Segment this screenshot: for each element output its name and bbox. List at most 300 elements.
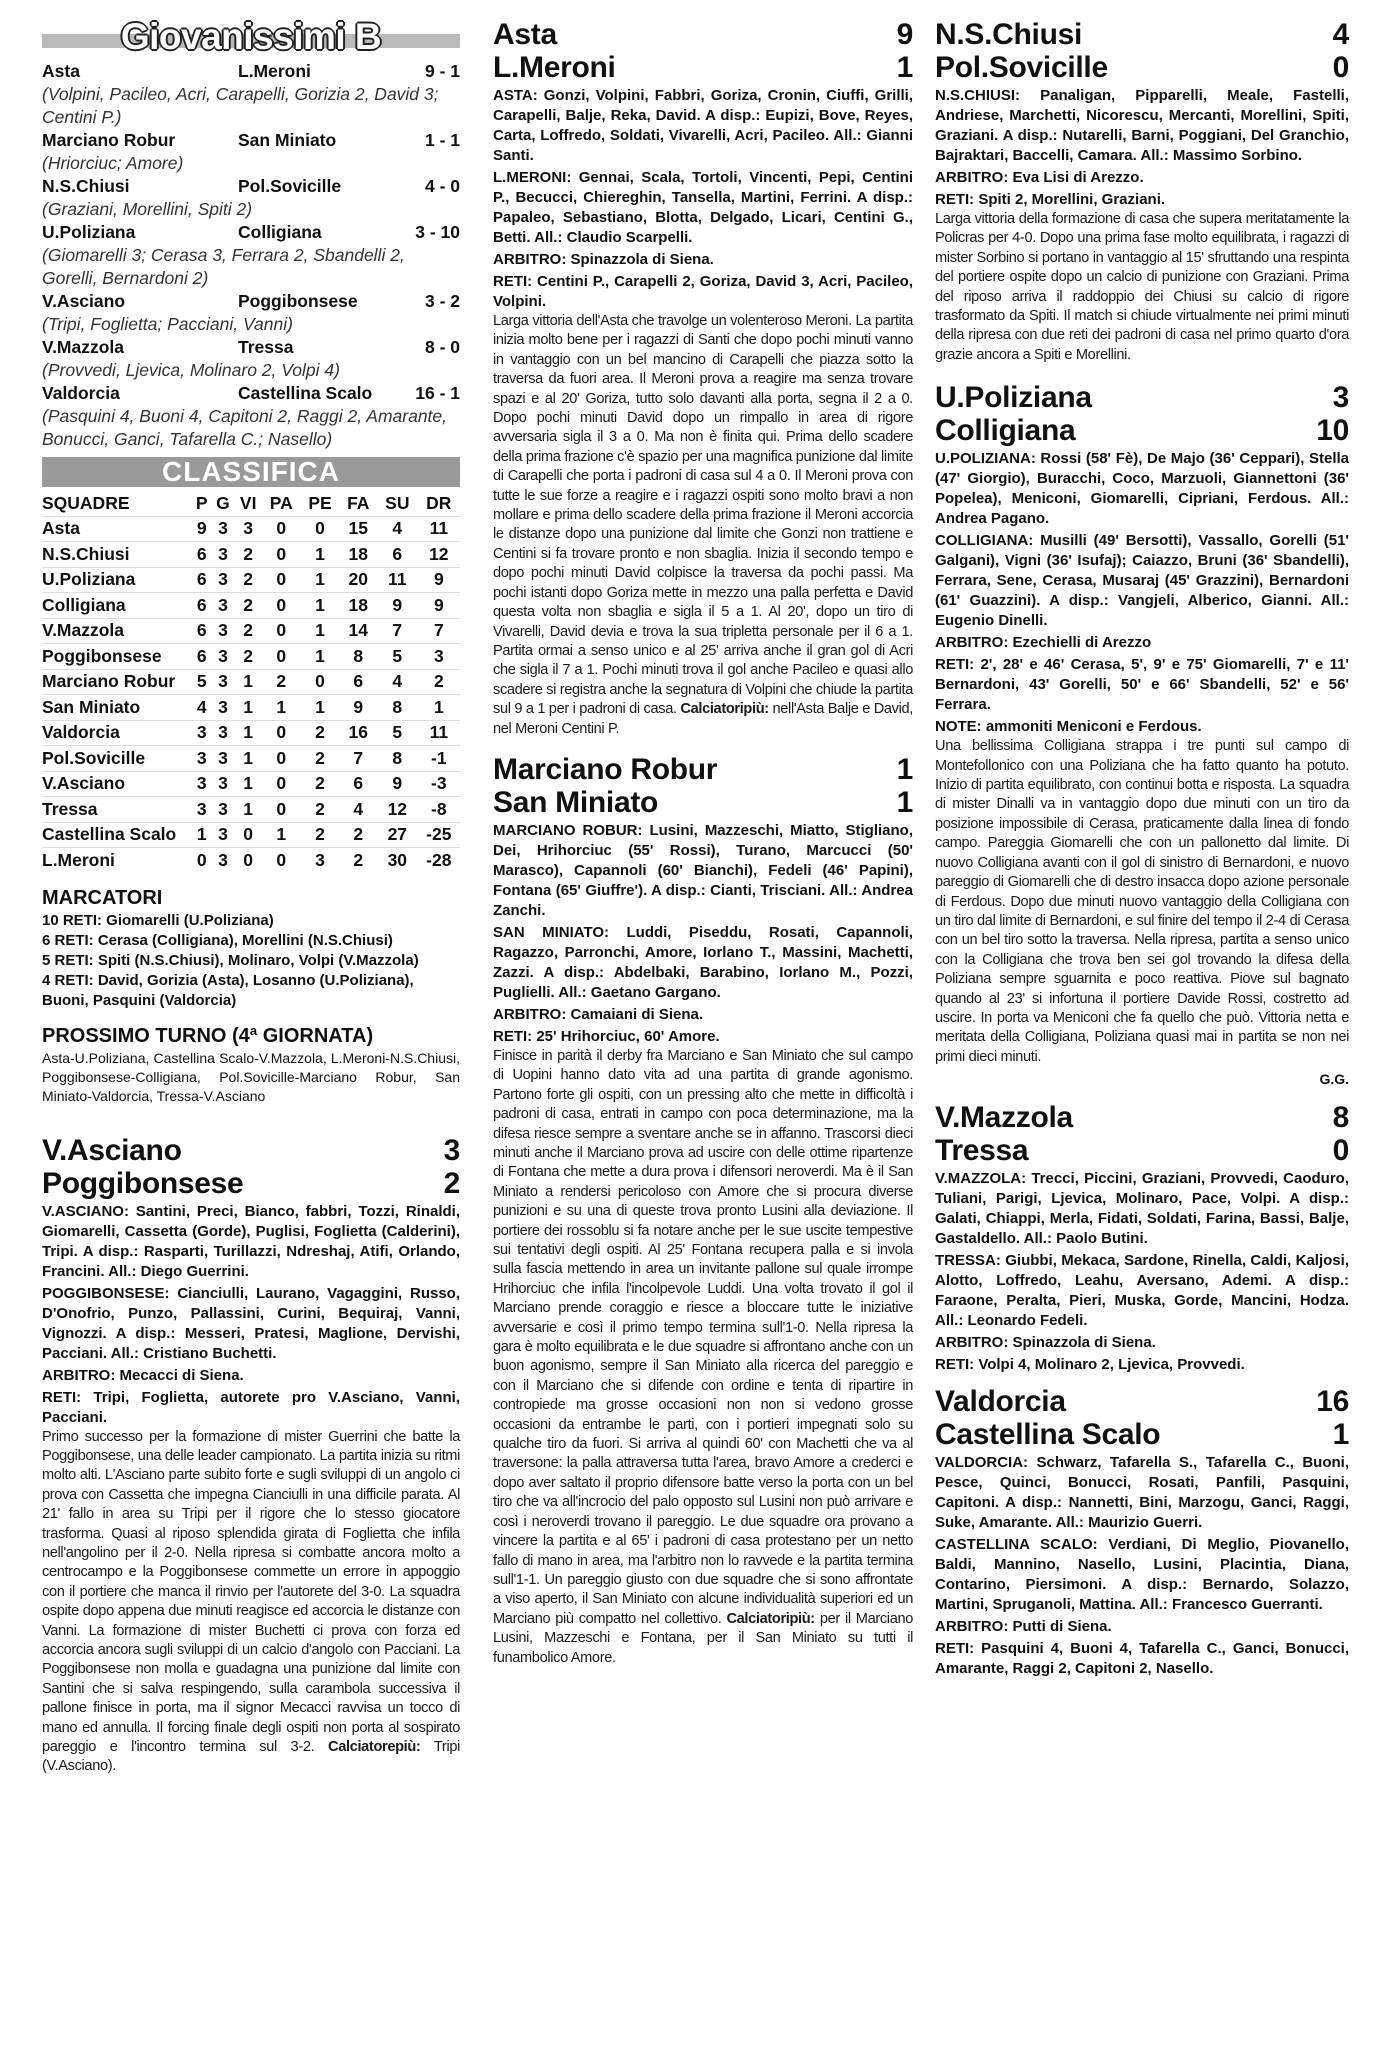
standings-cell: 3 xyxy=(218,696,228,717)
home-team: U.Poliziana xyxy=(935,381,1092,415)
match-home-line xyxy=(493,753,913,786)
best-player-text: nell'Asta Balje e David, nel Meroni Centini P. xyxy=(493,701,913,737)
standings-cell: 6 xyxy=(196,569,207,590)
standings-cell: 3 xyxy=(218,645,228,666)
match-away-line xyxy=(935,51,1349,84)
team-name: Pol.Sovicille xyxy=(42,747,146,768)
standings-cell: 0 xyxy=(276,518,287,539)
away-team: Poggibonsese xyxy=(238,291,358,311)
standings-cell: 15 xyxy=(348,518,368,539)
standings-cell: 3 xyxy=(218,671,228,692)
standings-cell: 11 xyxy=(429,722,449,743)
standings-cell: 6 xyxy=(392,543,403,564)
standings-cell: 1 xyxy=(276,696,287,717)
prossimo-title: PROSSIMO TURNO (4ª GIORNATA) xyxy=(42,1024,374,1047)
standings-col-header: PA xyxy=(269,492,293,513)
standings-cell: 3 xyxy=(218,849,228,870)
standings-cell: 6 xyxy=(196,620,207,641)
standings-row xyxy=(42,618,460,644)
best-player-label: Calciatoripiù: xyxy=(680,701,769,718)
standings-cell: 1 xyxy=(315,696,325,717)
match-report: Larga vittoria della formazione di casa che supera meritatamente la Policras per 4-0. Dopo una prima fase molto equilibrata, i ragazzi di mister Sorbino si portano in vantaggio al 15' sfruttando una respinta del portiere ospite dopo un calcio di punizione con Graziani. Prima del riposo arriva il raddoppio dei Chiusi su calcio di rigore trasformato da Spiti. Il match si chiude virtualmente nei primi minuti della ripresa con due reti dei padroni di casa nel primo quarto d'ora grazie ancora a Spiti e Morellini. xyxy=(935,211,1349,363)
standings-cell: 4 xyxy=(353,798,364,819)
lineup-away: TRESSA: Giubbi, Mekaca, Sardone, Rinella, Caldi, Kaljosi, Alotto, Loffredo, Leahu, Aversano, Ademi. A disp.: Faraone, Peralta, Pieri, Muska, Gorde, Mancini, Hodza. All.: Leonardo Fedeli. xyxy=(935,1252,1349,1330)
match-away-line xyxy=(42,1167,460,1200)
standings-cell: 3 xyxy=(218,747,228,768)
match-report xyxy=(493,1047,913,1668)
match-asta xyxy=(493,18,913,739)
standings-col-header: G xyxy=(216,492,230,513)
home-team: U.Poliziana xyxy=(42,222,136,242)
standings-cell: 3 xyxy=(218,798,228,819)
standings-cell: 3 xyxy=(218,543,228,564)
standings-cell: 4 xyxy=(196,696,207,717)
standings-cell: -1 xyxy=(431,747,447,768)
standings-cell: 7 xyxy=(392,620,403,641)
standings-header xyxy=(42,491,460,516)
standings-cell: 9 xyxy=(433,594,444,615)
standings-cell: 11 xyxy=(388,569,407,590)
standings-cell: 1 xyxy=(243,671,254,692)
team-name: Marciano Robur xyxy=(42,671,176,692)
match-report xyxy=(42,1428,460,1777)
standings-cell: 1 xyxy=(243,722,254,743)
standings-cell: 6 xyxy=(196,645,207,666)
away-team: Poggibonsese xyxy=(42,1166,244,1200)
away-team: Pol.Sovicille xyxy=(935,51,1108,84)
result-scorers: (Provvedi, Ljevica, Molinaro 2, Volpi 4) xyxy=(42,360,340,380)
best-player-text: per il Marciano Lusini, Mazzeschi e Fontana, per il San Miniato su tutti il funambolico Amore. xyxy=(493,1610,913,1666)
middle-column xyxy=(493,18,913,1678)
goals: RETI: Tripi, Foglietta, autorete pro V.Asciano, Vanni, Pacciani. xyxy=(42,1388,460,1426)
team-name: N.S.Chiusi xyxy=(42,543,130,564)
standings-cell: 0 xyxy=(276,798,287,819)
match-away-line xyxy=(493,51,913,84)
match-home-line xyxy=(42,1134,460,1167)
standings-cell: 0 xyxy=(276,543,287,564)
standings-cell: 0 xyxy=(276,569,287,590)
best-player-label: Calciatoripiù: xyxy=(726,1610,815,1627)
standings-cell: 2 xyxy=(276,671,287,692)
referee: ARBITRO: Camaiani di Siena. xyxy=(493,1005,704,1023)
home-team: V.Mazzola xyxy=(935,1101,1073,1135)
home-score: 16 xyxy=(1316,1385,1349,1419)
team-name: Valdorcia xyxy=(42,722,120,743)
section-banner xyxy=(42,16,460,57)
standings-row xyxy=(42,746,460,772)
goals: RETI: Volpi 4, Molinaro 2, Ljevica, Provvedi. xyxy=(935,1356,1245,1374)
lineup-home: VALDORCIA: Schwarz, Tafarella S., Tafarella C., Buoni, Pesce, Quinci, Bonucci, Rosati, Panfili, Pasquini, Capitoni. A disp.: Nannetti, Bini, Marzogu, Ganci, Raggi, Suke, Amarante. All.: Maurizio Guerri. xyxy=(935,1454,1349,1532)
referee: ARBITRO: Ezechielli di Arezzo xyxy=(935,634,1152,652)
home-score: 4 xyxy=(1332,18,1349,51)
standings-cell: 3 xyxy=(433,645,444,666)
lineup-away: CASTELLINA SCALO: Verdiani, Di Meglio, Piovanello, Baldi, Mannino, Nasello, Lusini, Placintia, Diana, Contarino, Piersimoni. A disp.: Bernardo, Solazzo, Martini, Spruganoli, Mattina. All.: Francesco Guerranti. xyxy=(935,1536,1349,1614)
home-score: 1 xyxy=(896,752,913,786)
result-row xyxy=(42,221,460,244)
standings-cell: 1 xyxy=(433,696,444,717)
home-score: 9 xyxy=(896,18,913,51)
match-away-line xyxy=(493,786,913,819)
standings-cell: 2 xyxy=(315,824,325,845)
standings-col-header: PE xyxy=(308,492,332,513)
away-score: 10 xyxy=(1316,414,1349,448)
standings-cell: 3 xyxy=(243,518,254,539)
away-team: San Miniato xyxy=(493,785,659,819)
standings-cell: 1 xyxy=(196,824,207,845)
result-item xyxy=(42,290,460,336)
standings-row xyxy=(42,797,460,823)
standings-row xyxy=(42,516,460,542)
standings-cell: 9 xyxy=(353,696,364,717)
lineup-home: V.ASCIANO: Santini, Preci, Bianco, fabbri, Tozzi, Rinaldi, Giomarelli, Cassetta (Gorde), Puglisi, Foglietta (Calderini), Tripi. A disp.: Rasparti, Turillazzi, Ndreshaj, Atifi, Orlando, Francini. All.: Diego Guerrini. xyxy=(42,1202,460,1280)
standings-cell: 18 xyxy=(348,594,368,615)
result-item xyxy=(42,129,460,175)
result-score: 8 - 0 xyxy=(424,337,460,357)
standings-row xyxy=(42,720,460,746)
standings-cell: 2 xyxy=(433,671,444,692)
away-team: Castellina Scalo xyxy=(935,1418,1161,1452)
match-home-line xyxy=(935,1385,1349,1418)
standings-cell: 11 xyxy=(429,518,449,539)
standings-row xyxy=(42,567,460,593)
match-home-line xyxy=(935,381,1349,414)
standings-cell: 9 xyxy=(433,569,444,590)
result-item xyxy=(42,60,460,129)
result-item xyxy=(42,382,460,451)
standings-cell: 9 xyxy=(392,594,403,615)
standings-cell: 5 xyxy=(392,645,403,666)
home-team: N.S.Chiusi xyxy=(42,176,130,196)
standings-cell: 2 xyxy=(315,798,325,819)
classifica-title: CLASSIFICA xyxy=(162,456,340,487)
standings-cell: 3 xyxy=(218,569,228,590)
match-marciano xyxy=(493,753,913,1668)
result-row xyxy=(42,129,460,152)
lineup-away: COLLIGIANA: Musilli (49' Bersotti), Vassallo, Gorelli (51' Galgani), Vigni (36' Isufaj); Caiazzo, Bruni (36' Sbandelli), Ferrara, Sene, Cerasa, Musaraj (45' Grazzini), Bernardoni (61' Guazzini). A disp.: Vangjeli, Alberico, Gianni. All.: Eugenio Dinelli. xyxy=(935,532,1349,630)
standings-body xyxy=(42,516,460,873)
home-score: 3 xyxy=(1332,381,1349,415)
team-name: V.Asciano xyxy=(42,773,126,794)
referee: ARBITRO: Putti di Siena. xyxy=(935,1618,1112,1636)
standings-cell: 2 xyxy=(315,722,325,743)
page-title: Giovanissimi B xyxy=(120,16,382,57)
standings-cell: 3 xyxy=(196,773,207,794)
goals: RETI: 2', 28' e 46' Cerasa, 5', 9' e 75' Giomarelli, 7' e 11' Bernardoni, 43' Gorelli, 50' e 66' Sbandelli, 52' e 56' Ferrara. xyxy=(935,656,1349,714)
standings-row xyxy=(42,822,460,848)
away-score: 0 xyxy=(1332,51,1349,84)
prossimo-text: Asta-U.Poliziana, Castellina Scalo-V.Mazzola, L.Meroni-N.S.Chiusi, Poggibonsese-Colligiana, Pol.Sovicille-Marciano Robur, San Miniato-Valdorcia, Tressa-V.Asciano xyxy=(42,1049,460,1104)
standings-cell: 0 xyxy=(276,849,287,870)
standings-cell: 1 xyxy=(243,747,254,768)
report-text: Finisce in parità il derby fra Marciano e San Miniato che sul campo di Uopini hanno dato vita ad una partita di grande agonismo. Partono forte gli ospiti, con un pressing alto che mette in difficoltà i padroni di casa, entrati in campo con poca determinazione, ma la difesa riesce sempre a sventare anche se in affanno. Trascorsi dieci minuti anche il Marciano prova ad uscire con delle ottime ripartenze di Fontana che mette a dura prova i difensori neroverdi. Ma è il San Miniato a rendersi pericoloso con Amore che si procura diverse punizioni e su una di queste trova pronto Lusini alla deviazione. Il portiere dei rossoblu si fa notare anche per le sue uscite tempestive sui tentativi degli ospiti. Al 25' Fontana recupera palla e si invola sulla fascia mettendo in area un invitante pallone sul quale irrompe Hrihorciuc che infila l'incolpevole Luddi. Una volta trovato il gol il Marciano prende coraggio e riesce a bloccare tutte le iniziative avversarie e così il primo tempo termina sull'1-0. Nella ripresa la gara è molto equilibrata e le due squadre si affrontano anche con un buon agonismo, sempre il San Miniato alla ricerca del pareggio e con il Marciano che si difende con ordine e tenta di ripartire in contropiede ma grosse occasioni non non si vedono grosse occasioni da entrambe le parti, con i portieri impegnati solo su qualche tiro da fuori. Si arriva al quindi 60' con Machetti che va al traversone: la palla attraversa tutta l'area, bravo Amore a crederci e dopo aver saltato il proprio difensore batte verso la porta con un bel tiro che va all'incrocio del palo opposto sul Lusini non può arrivare e così i neroverdi trovano il pareggio. Le due squadre ora provano a vincere la partita e al 65' i padroni di casa protestano per un netto fallo di mano in area, ma l'arbitro non lo ravvede e la partita termina sull'1-1. Un pareggio giusto con due squadre che si sono affrontate a viso aperto, il San Miniato con alcune individualità superiori ed un Marciano più compatto nel collettivo. xyxy=(493,1047,913,1627)
standings-cell: 2 xyxy=(243,594,254,615)
team-name: Asta xyxy=(42,518,80,539)
referee: ARBITRO: Spinazzola di Siena. xyxy=(935,1334,1156,1352)
result-score: 4 - 0 xyxy=(424,176,460,196)
home-team: Asta xyxy=(42,61,80,81)
standings-cell: 0 xyxy=(276,722,287,743)
referee: ARBITRO: Spinazzola di Siena. xyxy=(493,251,714,268)
standings-cell: 0 xyxy=(196,849,207,870)
result-item xyxy=(42,221,460,290)
standings-cell: 3 xyxy=(218,773,228,794)
standings-cell: 0 xyxy=(243,849,254,870)
scorer-line: 10 RETI: Giomarelli (U.Poliziana) xyxy=(42,911,274,929)
team-name: San Miniato xyxy=(42,696,141,717)
standings-col-header: FA xyxy=(347,492,370,513)
away-team: Pol.Sovicille xyxy=(238,176,342,196)
standings-cell: 0 xyxy=(276,773,287,794)
away-team: Colligiana xyxy=(238,222,322,242)
team-name: U.Poliziana xyxy=(42,569,136,590)
away-score: 1 xyxy=(896,51,913,84)
standings-cell: 3 xyxy=(218,594,228,615)
result-item xyxy=(42,175,460,221)
home-score: 8 xyxy=(1332,1101,1349,1135)
result-scorers: (Graziani, Morellini, Spiti 2) xyxy=(42,199,253,219)
standings-cell: 4 xyxy=(392,671,403,692)
standings-cell: 1 xyxy=(315,569,325,590)
home-score: 3 xyxy=(443,1133,460,1167)
match-home-line xyxy=(493,18,913,51)
lineup-home: U.POLIZIANA: Rossi (58' Fè), De Majo (36' Ceppari), Stella (47' Giorgio), Buracchi, Coco, Marzuoli, Giannettoni (36' Popelea), Meniconi, Giomarelli, Cipriani, Ferdous. All.: Andrea Pagano. xyxy=(935,450,1349,528)
result-scorers: (Pasquini 4, Buoni 4, Capitoni 2, Raggi 2, Amarante, Bonucci, Ganci, Tafarella C.; Nasello) xyxy=(42,406,448,449)
away-team: L.Meroni xyxy=(493,51,616,84)
team-name: V.Mazzola xyxy=(42,620,125,641)
standings-cell: 14 xyxy=(348,620,368,641)
lineup-away: SAN MINIATO: Luddi, Piseddu, Rosati, Capannoli, Ragazzo, Parronchi, Amore, Iorlano T., Massini, Machetti, Zazzi. A disp.: Abdelbaki, Barabino, Iorlano M., Pozzi, Puglielli. All.: Gaetano Gargano. xyxy=(493,923,913,1001)
away-team: L.Meroni xyxy=(238,61,311,81)
standings-cell: 6 xyxy=(353,773,364,794)
result-scorers: (Tripi, Foglietta; Pacciani, Vanni) xyxy=(42,314,293,334)
standings-cell: 2 xyxy=(243,569,254,590)
report-text: Larga vittoria dell'Asta che travolge un volenteroso Meroni. La partita inizia molto bene per i ragazzi di Santi che dopo pochi minuti vanno in vantaggio con un bel mancino di Carapelli che piazza sotto la traversa da fuori area. Il Meroni prova a reagire ma senza trovare spazi e al 20' Goriza, tutto solo davanti alla porta, segna il 2 a 0. Dopo pochi minuti David dopo un rimpallo in area di rigore avversaria sigla il 3 a 0. Ma non è finita qui. Prima dello scadere della prima frazione c'è spazio per una magnifica punizione dal limite di Carapelli che porta i padroni di casa sul 4 a 0. Il Meroni prova con tutte le sue forze a reagire e i ragazzi ospiti sono molto bravi a non mollare e prima dello scadere della prima frazione il Meroni accorcia le distanze dopo una punizione dal limite che Gonzi non trattiene e Centini si fa trovare pronto e non sbaglia. Inizia il secondo tempo e dopo pochi minuti David colpisce la traversa da pochi passi. Ma pochi istanti dopo Goriza mette in mezzo una palla perfetta e David questa volta non sbaglia e sigla il 5 a 1. Al 20', dopo un tiro di Vivarelli, David devia e trova la sua tripletta personale per il 6 a 1. Partita ormai a senso unico e al 25' arriva anche il gran gol di Acri che sigla il 7 a 1. Pochi minuti trova il gol anche Pacileo e quasi allo scadere si registra anche la segnatura di Volpini che chiude la partita sul 9 a 1 per i padroni di casa. xyxy=(493,313,913,718)
marcatori-list xyxy=(42,911,460,1011)
standings-cell: -25 xyxy=(426,824,452,845)
home-team: Marciano Robur xyxy=(42,130,176,150)
lineup-home: MARCIANO ROBUR: Lusini, Mazzeschi, Miatto, Stigliano, Dei, Hrihorciuc (55' Rossi), Turano, Marcucci (50' Marasco), Capannoli (60' Bianchi), Fedeli (46' Papini), Fontana (65' Giuffre'). A disp.: Cianti, Trisciani. All.: Andrea Zanchi. xyxy=(493,821,913,919)
match-home-line xyxy=(935,1101,1349,1134)
home-team: Valdorcia xyxy=(935,1385,1066,1419)
home-team: V.Asciano xyxy=(42,291,126,311)
standings-cell: 1 xyxy=(315,645,325,666)
standings-cell: 20 xyxy=(348,569,368,590)
standings-row xyxy=(42,695,460,721)
standings-cell: 3 xyxy=(315,849,325,870)
away-score: 1 xyxy=(1332,1418,1349,1452)
standings-cell: 2 xyxy=(243,543,254,564)
standings-cell: 2 xyxy=(243,620,254,641)
match-report xyxy=(493,312,913,739)
standings-col-header: P xyxy=(195,492,208,513)
match-asciano xyxy=(42,1134,460,1777)
standings-cell: 0 xyxy=(276,645,287,666)
standings-cell: 1 xyxy=(243,798,254,819)
away-team: Colligiana xyxy=(935,414,1076,448)
standings-cell: 0 xyxy=(276,747,287,768)
result-row xyxy=(42,382,460,405)
classifica-banner xyxy=(42,457,460,487)
match-chiusi xyxy=(935,18,1349,365)
standings-table xyxy=(42,491,460,873)
match-report: Una bellissima Colligiana strappa i tre punti sul campo di Montefollonico con una Poliziana che ha fatto quanto ha potuto. Inizio di partita equilibrato, con continui botta e risposta. La squadra di mister Dinalli va in vantaggio dopo due minuti con un tiro da posizione impossibile di Cerasa, praticamente dalla linea di fondo campo. Pareggia Giomarelli che con un pallonetto dal limite. Di nuovo Colligiana avanti con il gol di sinistro di Bernardoni, e nuovo pareggio di Giomarelli che di destro insacca dopo azione personale di Ferdous. Dopo due minuti nuovo vantaggio della Colligiana con un tiro dal limite di Bernardoni, e sul finire del tempo il 2-4 di Cerasa con un bel tiro sotto la traversa. Nella ripresa, partita a senso unico con la Colligiana che trova ben sei gol trovando la difesa della Poliziana sempre sguarnita e poco reattiva. Piove sul bagnato quando al 23' si infortuna il portiere Davide Rossi, costretto ad uscire. In porta va Meniconi che fa quello che può. Vittoria netta e meritata della Colligiana, Poliziana quasi mai in partita se non nei primi dieci minuti. xyxy=(935,738,1349,1065)
standings-cell: 2 xyxy=(315,747,325,768)
standings-col-header: SQUADRE xyxy=(42,492,130,513)
standings-cell: 3 xyxy=(218,518,228,539)
away-score: 0 xyxy=(1332,1134,1349,1168)
standings-cell: 6 xyxy=(196,543,207,564)
match-valdorcia xyxy=(935,1385,1349,1679)
standings-cell: 3 xyxy=(196,747,207,768)
standings-row xyxy=(42,593,460,619)
standings-cell: -3 xyxy=(431,773,447,794)
home-team: V.Mazzola xyxy=(42,337,125,357)
standings-row xyxy=(42,848,460,873)
standings-cell: 7 xyxy=(433,620,444,641)
standings-row xyxy=(42,644,460,670)
standings-cell: 2 xyxy=(315,773,325,794)
standings-cell: 12 xyxy=(429,543,449,564)
result-row xyxy=(42,175,460,198)
standings-cell: 1 xyxy=(315,543,325,564)
standings-col-header: VI xyxy=(239,492,257,513)
standings-cell: 1 xyxy=(276,824,287,845)
goals: RETI: Spiti 2, Morellini, Graziani. xyxy=(935,191,1166,208)
result-scorers: (Giomarelli 3; Cerasa 3, Ferrara 2, Sbandelli 2, Gorelli, Bernardoni 2) xyxy=(42,245,405,288)
home-team: V.Asciano xyxy=(42,1133,182,1167)
home-team: Valdorcia xyxy=(42,383,120,403)
standings-cell: 16 xyxy=(348,722,368,743)
away-team: Tressa xyxy=(935,1134,1029,1168)
standings-cell: 2 xyxy=(353,849,364,870)
standings-cell: 9 xyxy=(392,773,403,794)
standings-cell: 5 xyxy=(196,671,207,692)
result-row xyxy=(42,60,460,83)
referee: ARBITRO: Eva Lisi di Arezzo. xyxy=(935,169,1144,186)
team-name: Poggibonsese xyxy=(42,645,162,666)
match-mazzola xyxy=(935,1101,1349,1375)
standings-cell: 3 xyxy=(218,824,228,845)
standings-col-header: DR xyxy=(426,492,452,513)
standings-cell: 3 xyxy=(196,722,207,743)
standings-cell: -8 xyxy=(431,798,447,819)
standings-cell: 0 xyxy=(315,518,325,539)
result-score: 1 - 1 xyxy=(424,130,460,150)
standings-cell: 30 xyxy=(387,849,408,870)
standings-cell: 3 xyxy=(218,722,228,743)
team-name: L.Meroni xyxy=(42,849,115,870)
marcatori-title: MARCATORI xyxy=(42,886,163,909)
result-row xyxy=(42,290,460,313)
goals: RETI: 25' Hrihorciuc, 60' Amore. xyxy=(493,1027,720,1045)
match-home-line xyxy=(935,18,1349,51)
results-list xyxy=(42,60,460,451)
match-away-line xyxy=(935,414,1349,447)
goals: RETI: Pasquini 4, Buoni 4, Tafarella C., Ganci, Bonucci, Amarante, Raggi 2, Capitoni 2, Nasello. xyxy=(935,1640,1349,1678)
result-score: 3 - 10 xyxy=(415,222,460,242)
standings-row xyxy=(42,771,460,797)
result-scorers: (Volpini, Pacileo, Acri, Carapelli, Gorizia 2, David 3; Centini P.) xyxy=(42,84,439,127)
report-text: Primo successo per la formazione di mister Guerrini che batte la Poggibonsese, una delle leader campionato. La partita inizia su ritmi molto alti. L'Asciano parte subito forte e sugli sviluppi di un angolo ci prova con Cassetta che impegna Cianciulli in una difficile parata. Al 21' fallo in area su Tripi per il rigore che lo stesso giocatore trasforma. Quasi al riposo splendida girata di Foglietta che infila nell'angolino per il 2-0. Nella ripresa si combatte ancora molto a centrocampo e la Poggibonsese commette un errore in appoggio con il portiere che manca il rinvio per l'autorete del 3-0. La squadra ospite dopo appena due minuti reagisce ed accorcia le distanze con Vanni. La formazione di mister Buchetti ci prova con forza ed accorcia ancora sugli sviluppi di un calcio d'angolo con Pacciani. La Poggibonsese non molla e guadagna una punizione dal limite con Santini che si salva respingendo, sulla carambola successiva il pallone finisce in porta, ma il signor Mecacci ravvisa un tocco di mano ed annulla. Il forcing finale degli ospiti non porta al sospirato pareggio e l'incontro termina sul 3-2. xyxy=(42,1428,460,1755)
standings-cell: 1 xyxy=(315,620,325,641)
standings-cell: 2 xyxy=(353,824,364,845)
author-signature: G.G. xyxy=(1319,1071,1349,1088)
best-player-text: Tripi (V.Asciano). xyxy=(42,1739,460,1775)
best-player-label: Calciatorepiù: xyxy=(328,1739,421,1755)
home-team: Marciano Robur xyxy=(493,752,718,786)
match-away-line xyxy=(935,1418,1349,1451)
standings-cell: 0 xyxy=(243,824,254,845)
result-scorers: (Hriorciuc; Amore) xyxy=(42,153,184,173)
standings-cell: 18 xyxy=(348,543,368,564)
standings-cell: 5 xyxy=(392,722,403,743)
away-score: 1 xyxy=(896,785,913,819)
standings-cell: 6 xyxy=(196,594,207,615)
team-name: Colligiana xyxy=(42,594,126,615)
standings-col-header: SU xyxy=(385,492,410,513)
left-column xyxy=(42,18,460,1787)
standings-cell: 0 xyxy=(315,671,325,692)
team-name: Tressa xyxy=(42,798,98,819)
referee: ARBITRO: Mecacci di Siena. xyxy=(42,1366,244,1384)
match-poliziana xyxy=(935,381,1349,1087)
standings-cell: 1 xyxy=(315,594,325,615)
result-row xyxy=(42,336,460,359)
away-score: 2 xyxy=(443,1166,460,1200)
standings-cell: 9 xyxy=(196,518,207,539)
goals: RETI: Centini P., Carapelli 2, Goriza, David 3, Acri, Pacileo, Volpini. xyxy=(493,273,913,310)
scorer-line: 5 RETI: Spiti (N.S.Chiusi), Molinaro, Volpi (V.Mazzola) xyxy=(42,951,419,969)
standings-cell: 6 xyxy=(353,671,364,692)
away-team: Tressa xyxy=(238,337,294,357)
result-item xyxy=(42,336,460,382)
lineup-away: L.MERONI: Gennai, Scala, Tortoli, Vincenti, Pepi, Centini P., Becucci, Chiereghin, Tansella, Martini, Ferrini. A disp.: Papaleo, Sebastiano, Blotta, Delgado, Licari, Centini G., Betti. All.: Claudio Scarpelli. xyxy=(493,169,913,246)
scorer-line: 4 RETI: David, Gorizia (Asta), Losanno (U.Poliziana), Buoni, Pasquini (Valdorcia) xyxy=(42,971,414,1009)
result-score: 16 - 1 xyxy=(415,383,460,403)
lineup-home: ASTA: Gonzi, Volpini, Fabbri, Goriza, Cronin, Ciuffi, Grilli, Carapelli, Balje, Reka, David. A disp.: Eupizi, Bove, Reyes, Carta, Loffredo, Soldati, Vivarelli, Acri, Pacileo. All.: Gianni Santi. xyxy=(493,87,913,164)
standings-row xyxy=(42,542,460,568)
lineup-away: POGGIBONSESE: Cianciulli, Laurano, Vagaggini, Russo, D'Onofrio, Punzo, Pallassini, Curini, Bequiraj, Vanni, Vignozzi. A disp.: Messeri, Pratesi, Maglione, Dervishi, Pacciani. All.: Cristiano Buchetti. xyxy=(42,1284,460,1362)
standings-cell: 4 xyxy=(392,518,403,539)
match-away-line xyxy=(935,1134,1349,1167)
result-score: 9 - 1 xyxy=(424,61,460,81)
standings-cell: 27 xyxy=(387,824,408,845)
standings-cell: 3 xyxy=(218,620,228,641)
away-team: Castellina Scalo xyxy=(238,383,373,403)
home-team: Asta xyxy=(493,18,557,51)
standings-cell: -28 xyxy=(426,849,452,870)
notes: NOTE: ammoniti Meniconi e Ferdous. xyxy=(935,718,1202,736)
standings-row xyxy=(42,669,460,695)
standings-cell: 1 xyxy=(243,773,254,794)
away-team: San Miniato xyxy=(238,130,337,150)
standings-cell: 0 xyxy=(276,620,287,641)
standings-cell: 12 xyxy=(387,798,408,819)
home-team: N.S.Chiusi xyxy=(935,18,1083,51)
standings-cell: 7 xyxy=(353,747,364,768)
standings-cell: 8 xyxy=(353,645,364,666)
standings-cell: 1 xyxy=(243,696,254,717)
standings-cell: 8 xyxy=(392,696,403,717)
standings-cell: 2 xyxy=(243,645,254,666)
result-score: 3 - 2 xyxy=(424,291,460,311)
standings-cell: 3 xyxy=(196,798,207,819)
lineup-home: V.MAZZOLA: Trecci, Piccini, Graziani, Provvedi, Caoduro, Tuliani, Parigi, Ljevica, Molinaro, Pace, Volpi. A disp.: Galati, Chiappi, Merla, Fidati, Soldati, Farina, Bassi, Balje, Gastaldello. All.: Paolo Butini. xyxy=(935,1170,1349,1248)
team-name: Castellina Scalo xyxy=(42,824,177,845)
standings-cell: 0 xyxy=(276,594,287,615)
standings-cell: 8 xyxy=(392,747,403,768)
lineup-home: N.S.CHIUSI: Panaligan, Pipparelli, Meale, Fastelli, Andriese, Marchetti, Nicorescu, Mercanti, Morellini, Spiti, Graziani. A disp.: Nutarelli, Barni, Poggiani, Del Granchio, Bajraktari, Baccelli, Camara. All.: Massimo Sorbino. xyxy=(935,87,1349,164)
